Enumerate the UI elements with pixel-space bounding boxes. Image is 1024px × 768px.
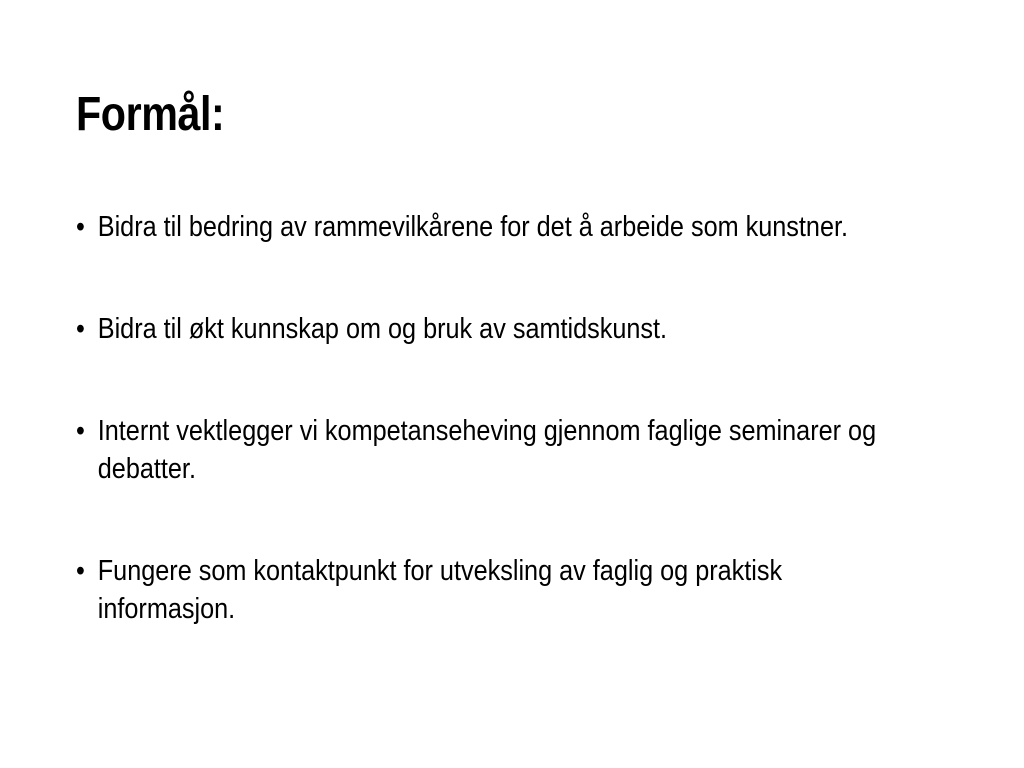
bullet-text: Internt vektlegger vi kompetanseheving gjennom faglige seminarer og debatter. [97, 415, 877, 485]
slide-title: Formål: [76, 88, 225, 141]
list-item [76, 412, 968, 488]
bullet-icon: • [76, 555, 85, 587]
list-item [76, 310, 959, 348]
bullet-list [76, 208, 976, 692]
bullet-text: Bidra til bedring av rammevilkårene for det å arbeide som kunstner. [97, 211, 849, 243]
bullet-icon: • [76, 211, 85, 243]
list-item [76, 552, 959, 628]
bullet-text: Fungere som kontaktpunkt for utveksling av faglig og praktisk informasjon. [97, 555, 783, 625]
list-item [76, 208, 959, 246]
bullet-icon: • [76, 415, 85, 447]
bullet-text: Bidra til økt kunnskap om og bruk av samtidskunst. [97, 313, 668, 345]
bullet-icon: • [76, 313, 85, 345]
